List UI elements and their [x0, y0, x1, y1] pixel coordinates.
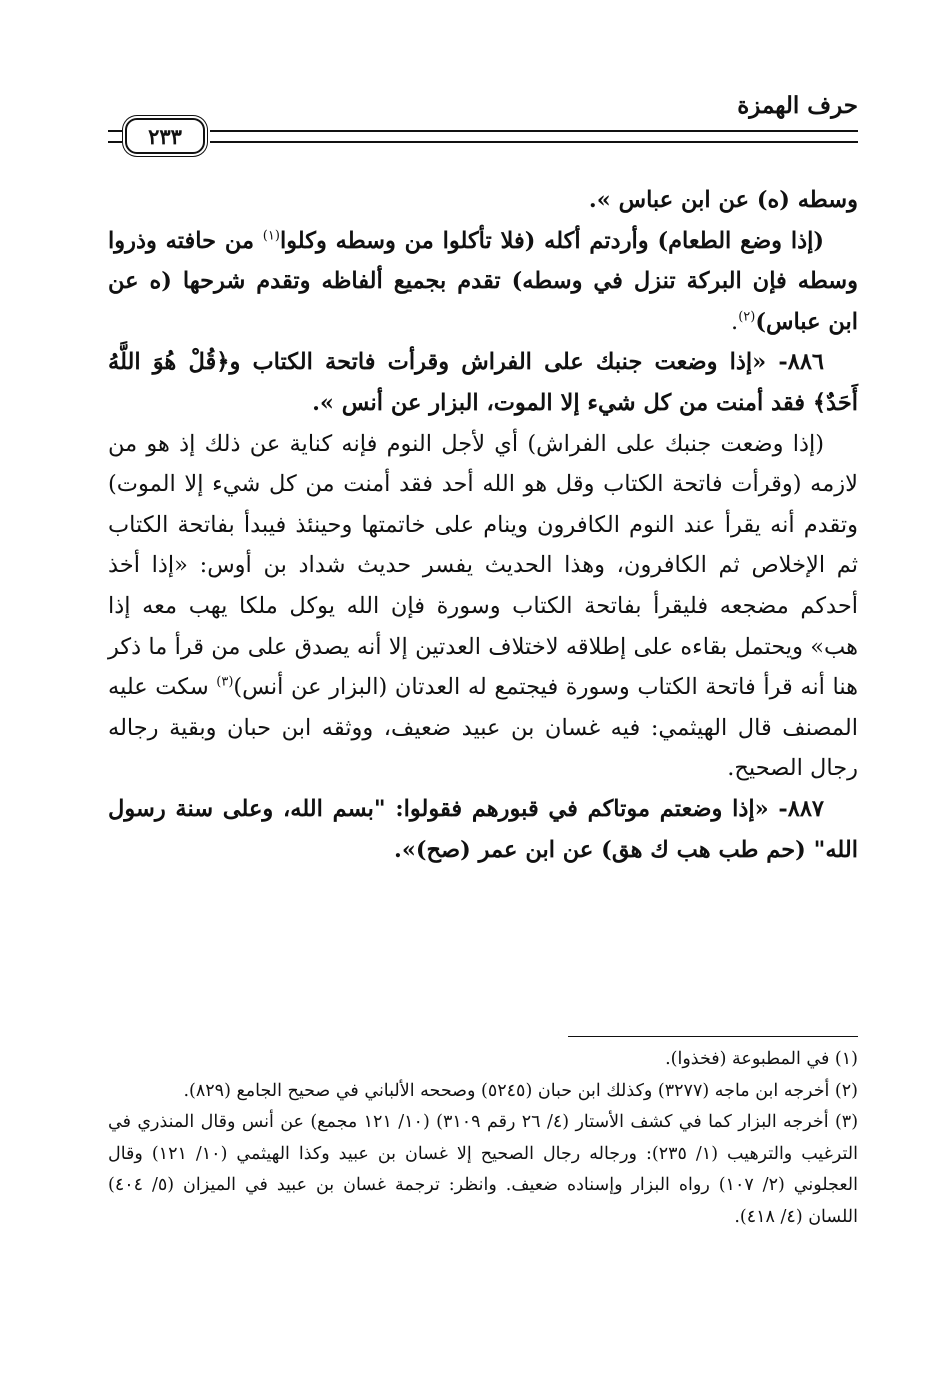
header-rule-left — [108, 130, 122, 143]
paragraph-4-part-b: سكت عليه المصنف قال الهيثمي: فيه غسان بن عبيد ضعيف، ووثقه ابن حبان وبقية رجاله رجال الصحيح. — [108, 674, 858, 782]
footnotes — [108, 1044, 858, 1233]
footnote-divider — [568, 1036, 858, 1037]
footnote-ref-3[interactable]: (٣) — [216, 674, 234, 690]
page-number: ٢٣٣ — [125, 118, 205, 154]
chapter-title: حرف الهمزة — [737, 92, 858, 119]
paragraph-2 — [108, 221, 858, 343]
paragraph-4 — [108, 424, 858, 789]
main-text — [108, 180, 858, 870]
footnote-3: (٣) أخرجه البزار كما في كشف الأستار (٤/ ٢٦ رقم ٣١٠٩) (١٠/ ١٢١ مجمع) عن أنس وقال المنذري في الترغيب والترهيب (١/ ٢٣٥): ورجاله رجال الصحيح إلا غسان بن عبيد وكذا الهيثمي (١٠/ ١٢١) وقال العجلوني (٢/ ١٠٧) رواه البزار وإسناده ضعيف. وانظر: ترجمة غسان بن عبيد في الميزان (٥/ ٤٠٤) اللسان (٤/ ٤١٨). — [108, 1112, 859, 1227]
paragraph-1: وسطه (ه) عن ابن عباس ». — [588, 187, 858, 213]
footnote-ref-2[interactable]: (٢) — [738, 309, 756, 325]
paragraph-2-part-a: (إذا وضع الطعام) وأردتم أكله (فلا تأكلوا من وسطه وكلوا — [279, 227, 825, 254]
paragraph-2-part-b: من حافته وذروا وسطه فإن البركة تنزل في وسطه) تقدم بجميع ألفاظه وتقدم شرحها (ه عن ابن عباس) — [108, 227, 858, 335]
header-rule — [210, 130, 858, 143]
hadith-887: ٨٨٧- «إذا وضعتم موتاكم في قبورهم فقولوا: "بسم الله، وعلى سنة رسول الله" (حم طب هب ك هق) عن ابن عمر (صح)». — [108, 795, 858, 863]
paragraph-4-part-a: (إذا وضعت جنبك على الفراش) أي لأجل النوم فإنه كناية عن ذلك إذ هو من لازمه (وقرأت فاتحة الكتاب وقل هو الله أحد فقد أمنت من كل شيء إلا الموت) وتقدم أنه يقرأ عند النوم الكافرون وينام على خاتمتها وحينئذ فيبدأ بفاتحة الكتاب ثم الإخلاص ثم الكافرون، وهذا الحديث يفسر حديث شداد بن أوس: «إذا أخذ أحدكم مضجعه فليقرأ بفاتحة الكتاب وسورة فإن الله يوكل ملكا يهب معه إذا هب» ويحتمل بقاءه على إطلاقه لاختلاف العدتين إلا أنه يصدق على من قرأ ما ذكر هنا أنه قرأ فاتحة الكتاب وسورة فيجتمع له العدتان (البزار عن أنس) — [108, 430, 859, 701]
paragraph-2-part-c: . — [731, 308, 739, 335]
footnote-1: (١) في المطبوعة (فخذوا). — [665, 1049, 858, 1069]
footnote-ref-1[interactable]: (١) — [262, 228, 280, 244]
hadith-886: ٨٨٦- «إذا وضعت جنبك على الفراش وقرأت فاتحة الكتاب و﴿قُلْ هُوَ اللَّهُ أَحَدٌ﴾ فقد أمنت من كل شيء إلا الموت، البزار عن أنس ». — [108, 349, 858, 416]
footnote-2: (٢) أخرجه ابن ماجه (٣٢٧٧) وكذلك ابن حبان (٥٢٤٥) وصححه الألباني في صحيح الجامع (٨٢٩). — [183, 1080, 858, 1101]
